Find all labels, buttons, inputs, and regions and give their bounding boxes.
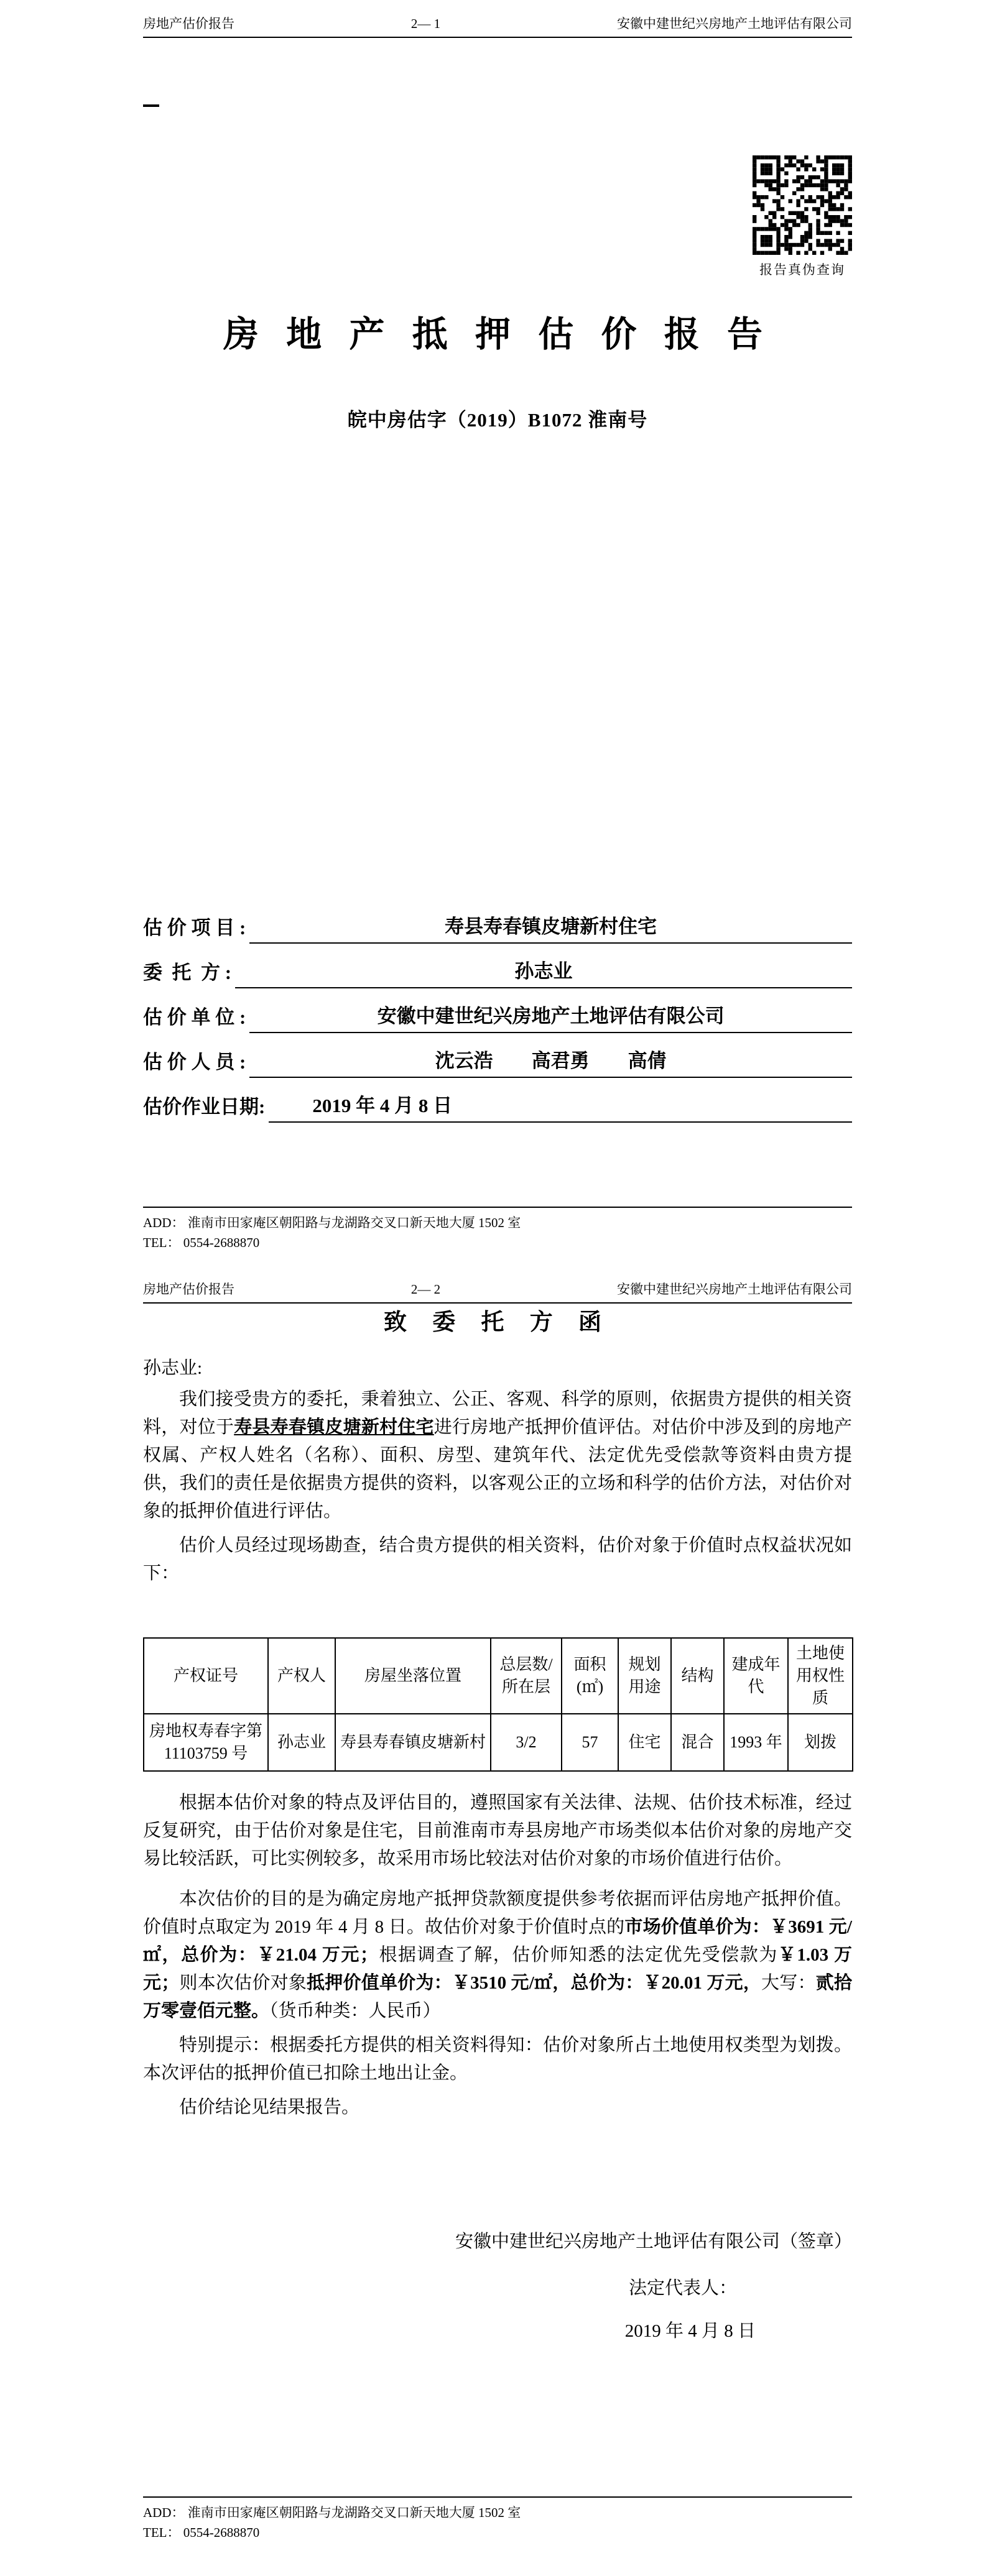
field-value: 2019 年 4 月 8 日 bbox=[269, 1090, 852, 1123]
footer-address: ADD： 淮南市田家庵区朝阳路与龙湖路交叉口新天地大厦 1502 室 bbox=[143, 2505, 521, 2520]
report-title: 房 地 产 抵 押 估 价 报 告 bbox=[223, 315, 772, 354]
signature-legal-rep: 法定代表人： bbox=[628, 2278, 737, 2298]
field-row-appraisers bbox=[143, 1033, 852, 1078]
field-label: 估 价 项 目 : bbox=[143, 917, 246, 939]
property-rights-table bbox=[143, 1637, 853, 1772]
footer-address: ADD： 淮南市田家庵区朝阳路与龙湖路交叉口新天地大厦 1502 室 bbox=[143, 1215, 521, 1230]
field-value: 孙志业 bbox=[235, 955, 852, 988]
col-year: 建成年代 bbox=[724, 1638, 788, 1714]
paragraph-valuation: 本次估价的目的是为确定房地产抵押贷款额度提供参考依据而评估房地产抵押价值。价值时点取定为 2019 年 4 月 8 日。故估价对象于价值时点的市场价值单价为：￥3691 元/㎡，总价为：￥21.04 万元；根据调查了解，估价师知悉的法定优先受偿款为￥1.03 万元；则本次估价对象抵押价值单价为：￥3510 元/㎡，总价为：￥20.01 万元，大写：贰拾万零壹佰元整。（货币种类：人民币） bbox=[143, 1889, 852, 2021]
cell-use: 住宅 bbox=[618, 1714, 671, 1771]
page-header bbox=[143, 1279, 852, 1304]
col-location: 房屋坐落位置 bbox=[335, 1638, 491, 1714]
cover-page bbox=[0, 0, 987, 1274]
footer-phone: TEL： 0554-2688870 bbox=[143, 1235, 260, 1250]
letter-page bbox=[0, 1274, 987, 2576]
cell-area: 57 bbox=[562, 1714, 618, 1771]
cell-year: 1993 年 bbox=[724, 1714, 788, 1771]
table-header-row bbox=[144, 1638, 853, 1714]
signature-date: 2019 年 4 月 8 日 bbox=[624, 2321, 756, 2341]
qr-caption: 报告真伪查询 bbox=[759, 262, 845, 277]
cover-fields bbox=[143, 899, 852, 1123]
letter-title: 致 委 托 方 函 bbox=[384, 1310, 611, 1335]
cell-cert-no: 房地权寿春字第11103759 号 bbox=[144, 1714, 268, 1771]
header-company: 安徽中建世纪兴房地产土地评估有限公司 bbox=[617, 16, 852, 31]
col-area: 面积(㎡) bbox=[562, 1638, 618, 1714]
field-label: 委 托 方 : bbox=[143, 962, 232, 983]
header-page-number: 2— 1 bbox=[410, 16, 441, 31]
col-land-right: 土地使用权性质 bbox=[788, 1638, 853, 1714]
paragraph-conclusion: 估价结论见结果报告。 bbox=[179, 2097, 360, 2117]
paragraph-method: 根据本估价对象的特点及评估目的，遵照国家有关法律、法规、估价技术标准，经过反复研究，由于估价对象是住宅，目前淮南市寿县房地产市场类似本估价对象的房地产交易比较活跃，可比实例较多，故采用市场比较法对估价对象的市场价值进行估价。 bbox=[143, 1793, 852, 1869]
paragraph-inspection: 估价人员经过现场勘查，结合贵方提供的相关资料，估价对象于价值时点权益状况如下： bbox=[143, 1535, 852, 1583]
field-label: 估 价 单 位 : bbox=[143, 1006, 246, 1028]
col-structure: 结构 bbox=[671, 1638, 724, 1714]
field-value: 安徽中建世纪兴房地产土地评估有限公司 bbox=[249, 1000, 852, 1033]
header-page-number: 2— 2 bbox=[410, 1282, 441, 1297]
salutation: 孙志业: bbox=[143, 1358, 203, 1378]
field-label: 估价作业日期: bbox=[143, 1096, 266, 1118]
qr-block bbox=[143, 155, 852, 278]
paragraph-engagement: 我们接受贵方的委托，秉着独立、公正、客观、科学的原则，依据贵方提供的相关资料，对位于寿县寿春镇皮塘新村住宅进行房地产抵押价值评估。对估价中涉及到的房地产权属、产权人姓名（名称）、面积、房型、建筑年代、法定优先受偿款等资料由贵方提供，我们的责任是依据贵方提供的资料，以客观公正的立场和科学的估价方法，对估价对象的抵押价值进行评估。 bbox=[143, 1389, 852, 1521]
paragraph-special-note: 特别提示：根据委托方提供的相关资料得知：估价对象所占土地使用权类型为划拨。本次评估的抵押价值已扣除土地出让金。 bbox=[143, 2035, 852, 2083]
header-company: 安徽中建世纪兴房地产土地评估有限公司 bbox=[617, 1282, 852, 1297]
field-value: 寿县寿春镇皮塘新村住宅 bbox=[249, 911, 852, 944]
col-owner: 产权人 bbox=[268, 1638, 335, 1714]
field-row-client bbox=[143, 944, 852, 988]
cell-owner: 孙志业 bbox=[268, 1714, 335, 1771]
header-report-type: 房地产估价报告 bbox=[143, 1282, 234, 1297]
col-cert-no: 产权证号 bbox=[144, 1638, 268, 1714]
margin-mark bbox=[143, 104, 159, 107]
letter-body bbox=[143, 1303, 852, 2342]
field-row-date bbox=[143, 1078, 852, 1123]
footer-phone: TEL： 0554-2688870 bbox=[143, 2525, 260, 2540]
qr-code bbox=[753, 155, 852, 255]
field-row-agency bbox=[143, 988, 852, 1033]
page-footer bbox=[143, 1207, 852, 1253]
col-floors: 总层数/所在层 bbox=[491, 1638, 562, 1714]
signature-block bbox=[143, 2227, 852, 2342]
cell-location: 寿县寿春镇皮塘新村 bbox=[335, 1714, 491, 1771]
field-label: 估 价 人 员 : bbox=[143, 1051, 246, 1073]
cell-structure: 混合 bbox=[671, 1714, 724, 1771]
cell-floors: 3/2 bbox=[491, 1714, 562, 1771]
page-header bbox=[143, 14, 852, 38]
table-row bbox=[144, 1714, 853, 1771]
field-row-project bbox=[143, 899, 852, 944]
col-use: 规划用途 bbox=[618, 1638, 671, 1714]
signature-company: 安徽中建世纪兴房地产土地评估有限公司（签章） bbox=[455, 2232, 852, 2252]
cell-land-right: 划拨 bbox=[788, 1714, 853, 1771]
header-report-type: 房地产估价报告 bbox=[143, 16, 234, 31]
page-footer bbox=[143, 2496, 852, 2542]
document-number: 皖中房估字（2019）B1072 淮南号 bbox=[347, 409, 648, 431]
field-value: 沈云浩 高君勇 高倩 bbox=[249, 1045, 852, 1078]
